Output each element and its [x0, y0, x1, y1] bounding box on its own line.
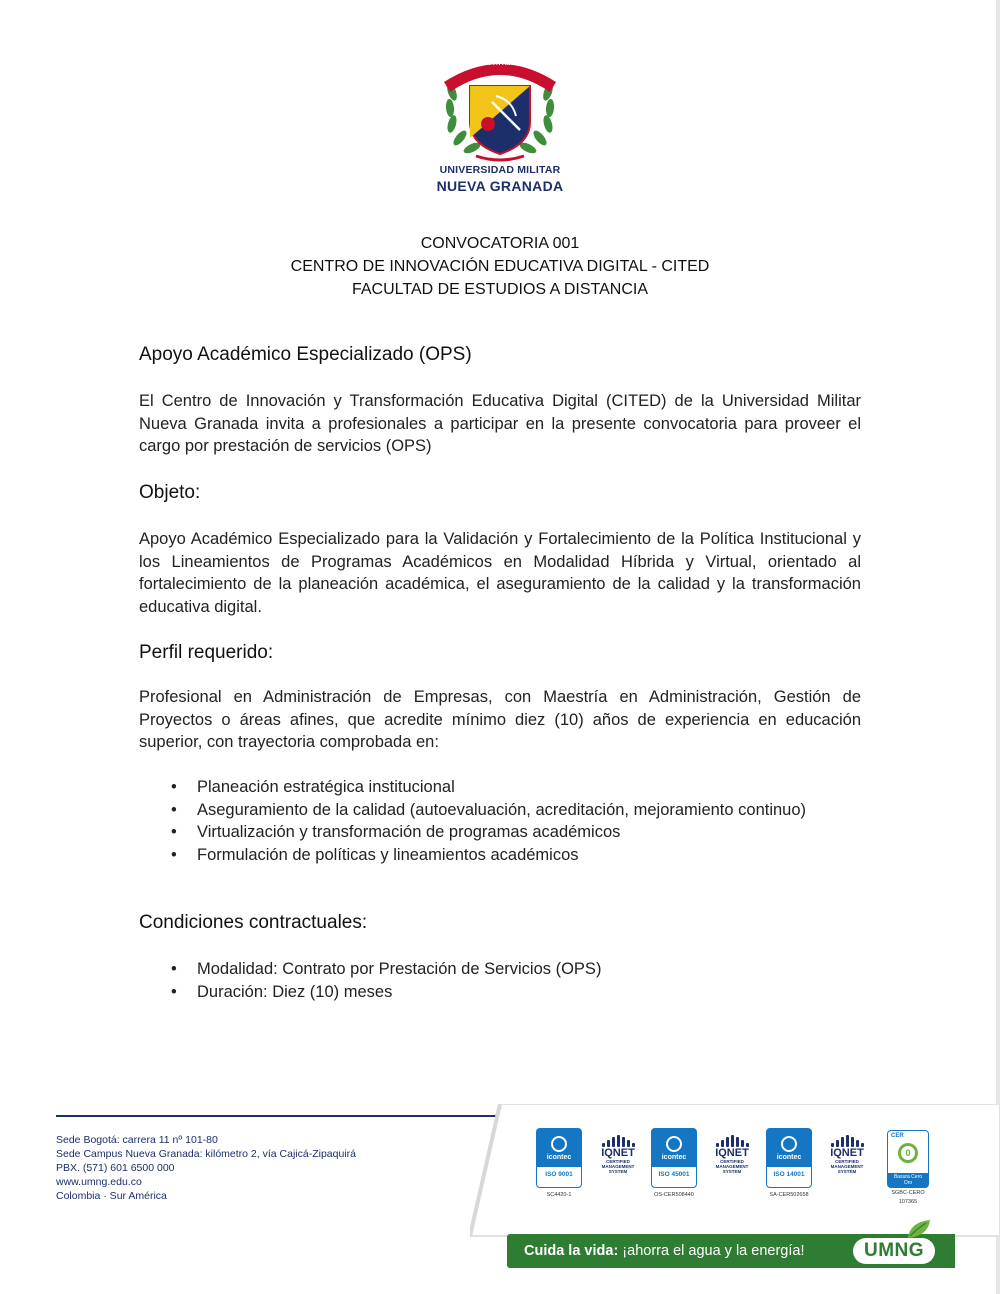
footer-address	[56, 1133, 356, 1203]
university-name-line1: UNIVERSIDAD MILITAR	[439, 164, 561, 176]
list-item: • Duración: Diez (10) meses	[139, 981, 839, 1004]
header-line-2: CENTRO DE INNOVACIÓN EDUCATIVA DIGITAL - CITED	[290, 258, 710, 275]
section-title-perfil: Perfil requerido:	[139, 642, 274, 663]
slogan-text: Cuida la vida: ¡ahorra el agua y la energía!	[524, 1243, 805, 1259]
perfil-list	[139, 776, 839, 866]
list-item: • Virtualización y transformación de programas académicos	[139, 821, 839, 844]
icontec-icon	[781, 1136, 797, 1152]
list-item: • Aseguramiento de la calidad (autoevaluación, acreditación, mejoramiento continuo)	[139, 799, 839, 822]
paragraph-perfil: Profesional en Administración de Empresas, con Maestría en Administración, Gestión de Proyectos o áreas afines, que acredite mínimo diez (10) años de experiencia en educación superior, con trayectoria comprobada en:	[139, 688, 861, 751]
bullet-icon: •	[171, 778, 177, 796]
section-title-apoyo: Apoyo Académico Especializado (OPS)	[139, 344, 472, 365]
icontec-icon	[666, 1136, 682, 1152]
bullet-icon: •	[171, 800, 177, 819]
section-title-condiciones: Condiciones contractuales:	[139, 912, 368, 933]
university-logo	[436, 52, 564, 198]
list-item: • Planeación estratégica institucional	[139, 776, 839, 799]
website-link[interactable]: www.umng.edu.co	[56, 1176, 142, 1188]
document-header	[140, 232, 860, 301]
iqnet-seal-2: IQNET CERTIFIED MANAGEMENT SYSTEM	[705, 1133, 759, 1174]
basura-cero-icon: 0	[898, 1143, 918, 1163]
bullet-icon: •	[171, 845, 177, 864]
country: Colombia · Sur América	[56, 1190, 167, 1202]
icontec-icon	[551, 1136, 567, 1152]
iqnet-icon	[705, 1133, 759, 1147]
iqnet-seal-3: IQNET CERTIFIED MANAGEMENT SYSTEM	[820, 1133, 874, 1174]
header-line-1: CONVOCATORIA 001	[420, 235, 580, 252]
list-item: • Modalidad: Contrato por Prestación de Servicios (OPS)	[139, 958, 839, 981]
iqnet-seal-1: IQNET CERTIFIED MANAGEMENT SYSTEM	[591, 1133, 645, 1174]
university-name-line2: NUEVA GRANADA	[436, 178, 564, 194]
icontec-iso14001-seal: icontec ISO 14001 SA-CER502658	[765, 1128, 813, 1198]
paragraph-apoyo: El Centro de Innovación y Transformación Educativa Digital (CITED) de la Universidad Militar Nueva Granada invita a profesionales a participar en la presente convocatoria para proveer el cargo por prestación de servicios (OPS)	[139, 392, 861, 455]
leaf-icon	[906, 1218, 932, 1240]
address-campus: Sede Campus Nueva Granada: kilómetro 2, vía Cajicá-Zipaquirá	[56, 1148, 356, 1160]
section-title-objeto: Objeto:	[139, 482, 201, 503]
address-bogota: Sede Bogotá: carrera 11 nº 101-80	[56, 1134, 218, 1146]
header-line-3: FACULTAD DE ESTUDIOS A DISTANCIA	[351, 281, 649, 298]
phone: PBX. (571) 601 6500 000	[56, 1162, 175, 1174]
bullet-icon: •	[171, 982, 177, 1001]
basura-cero-seal: CER 0 Basura Cero Oro SGBC-CERO 107365	[885, 1130, 931, 1205]
icontec-iso45001-seal: icontec ISO 45001 OS-CER508440	[650, 1128, 698, 1198]
logo-motto: SCIENTIÆ · PATRIÆ · FAMILIÆ	[447, 60, 553, 67]
footer-divider	[56, 1115, 506, 1117]
list-item: • Formulación de políticas y lineamientos académicos	[139, 844, 839, 867]
bullet-icon: •	[171, 960, 177, 978]
condiciones-list	[139, 958, 839, 1003]
bullet-icon: •	[171, 823, 177, 841]
icontec-iso9001-seal: icontec ISO 9001 SC4420-1	[535, 1128, 583, 1198]
iqnet-icon	[820, 1133, 874, 1147]
iqnet-icon	[591, 1133, 645, 1147]
umng-brand-logo: UMNG	[853, 1238, 935, 1264]
paragraph-objeto: Apoyo Académico Especializado para la Validación y Fortalecimiento de la Política Institucional y los Lineamientos de Programas Académicos en Modalidad Híbrida y Virtual, orientado al fortalecimiento de la planeación académica, el aseguramiento de la calidad y la transformación educativa digital.	[139, 530, 861, 616]
